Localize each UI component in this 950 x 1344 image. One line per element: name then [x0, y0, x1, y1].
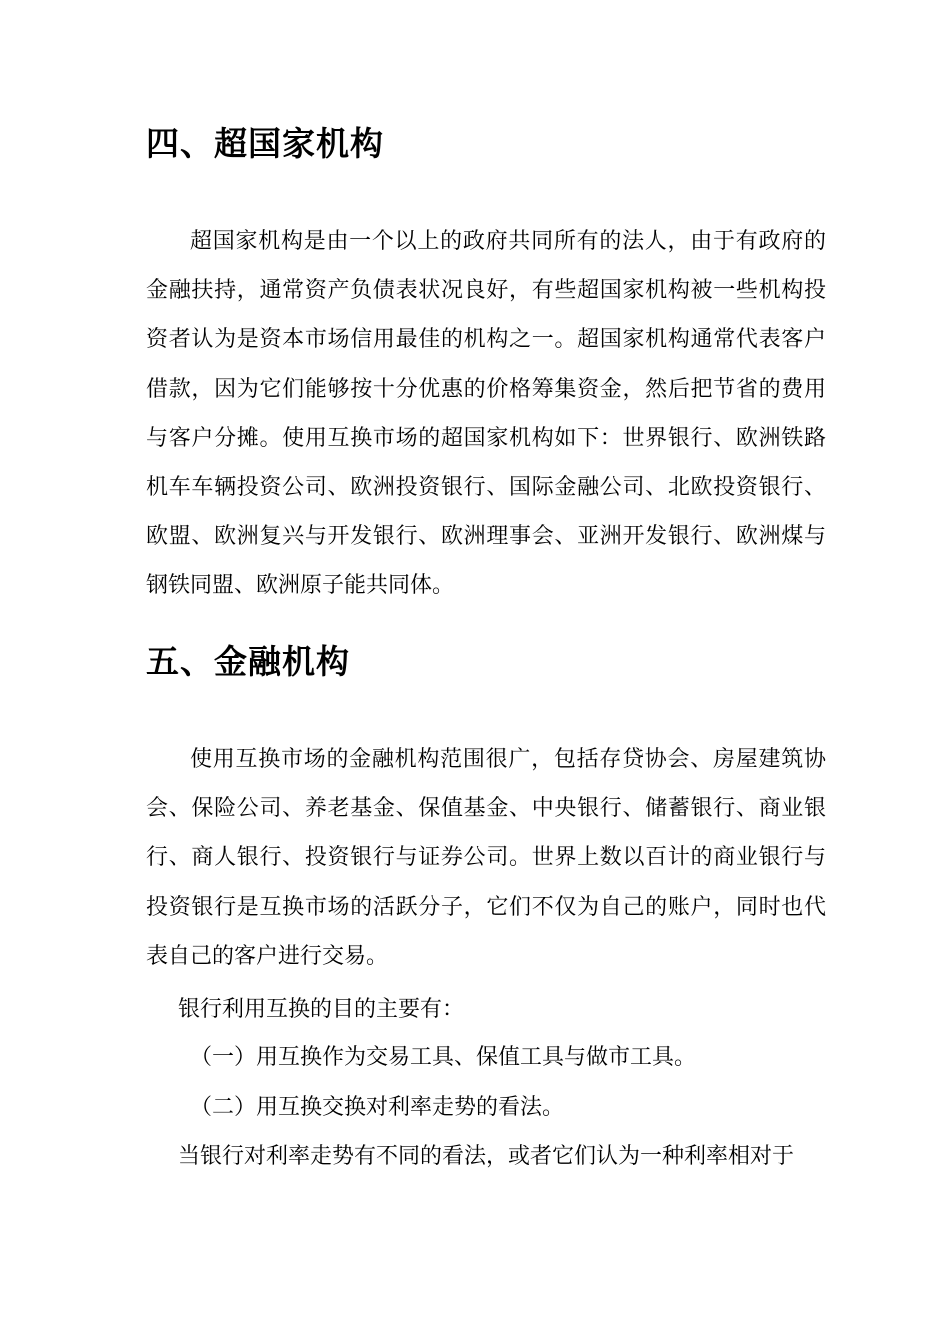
- section-heading-supranational: 四、超国家机构: [146, 124, 384, 163]
- paragraph-supranational: 超国家机构是由一个以上的政府共同所有的法人，由于有政府的金融扶持，通常资产负债表状况良好，有些超国家机构被一些机构投资者认为是资本市场信用最佳的机构之一。超国家机构通常代表客户借款，因为它们能够按十分优惠的价格筹集资金，然后把节省的费用与客户分摊。使用互换市场的超国家机构如下：世界银行、欧洲铁路机车车辆投资公司、欧洲投资银行、国际金融公司、北欧投资银行、欧盟、欧洲复兴与开发银行、欧洲理事会、亚洲开发银行、欧洲煤与钢铁同盟、欧洲原子能共同体。: [146, 229, 826, 599]
- bank-purpose-intro: 银行利用互换的目的主要有：: [178, 997, 465, 1022]
- bank-purpose-item-2: （二）用互换交换对利率走势的看法。: [190, 1095, 565, 1120]
- continuation-line: 当银行对利率走势有不同的看法，或者它们认为一种利率相对于: [178, 1144, 795, 1169]
- section-heading-financial-institutions: 五、金融机构: [146, 642, 350, 681]
- bank-purpose-item-1: （一）用互换作为交易工具、保值工具与做市工具。: [190, 1045, 697, 1070]
- paragraph-financial-institutions: 使用互换市场的金融机构范围很广，包括存贷协会、房屋建筑协会、保险公司、养老基金、保值基金、中央银行、储蓄银行、商业银行、商人银行、投资银行与证券公司。世界上数以百计的商业银行与投资银行是互换市场的活跃分子，它们不仅为自己的账户，同时也代表自己的客户进行交易。: [146, 747, 826, 969]
